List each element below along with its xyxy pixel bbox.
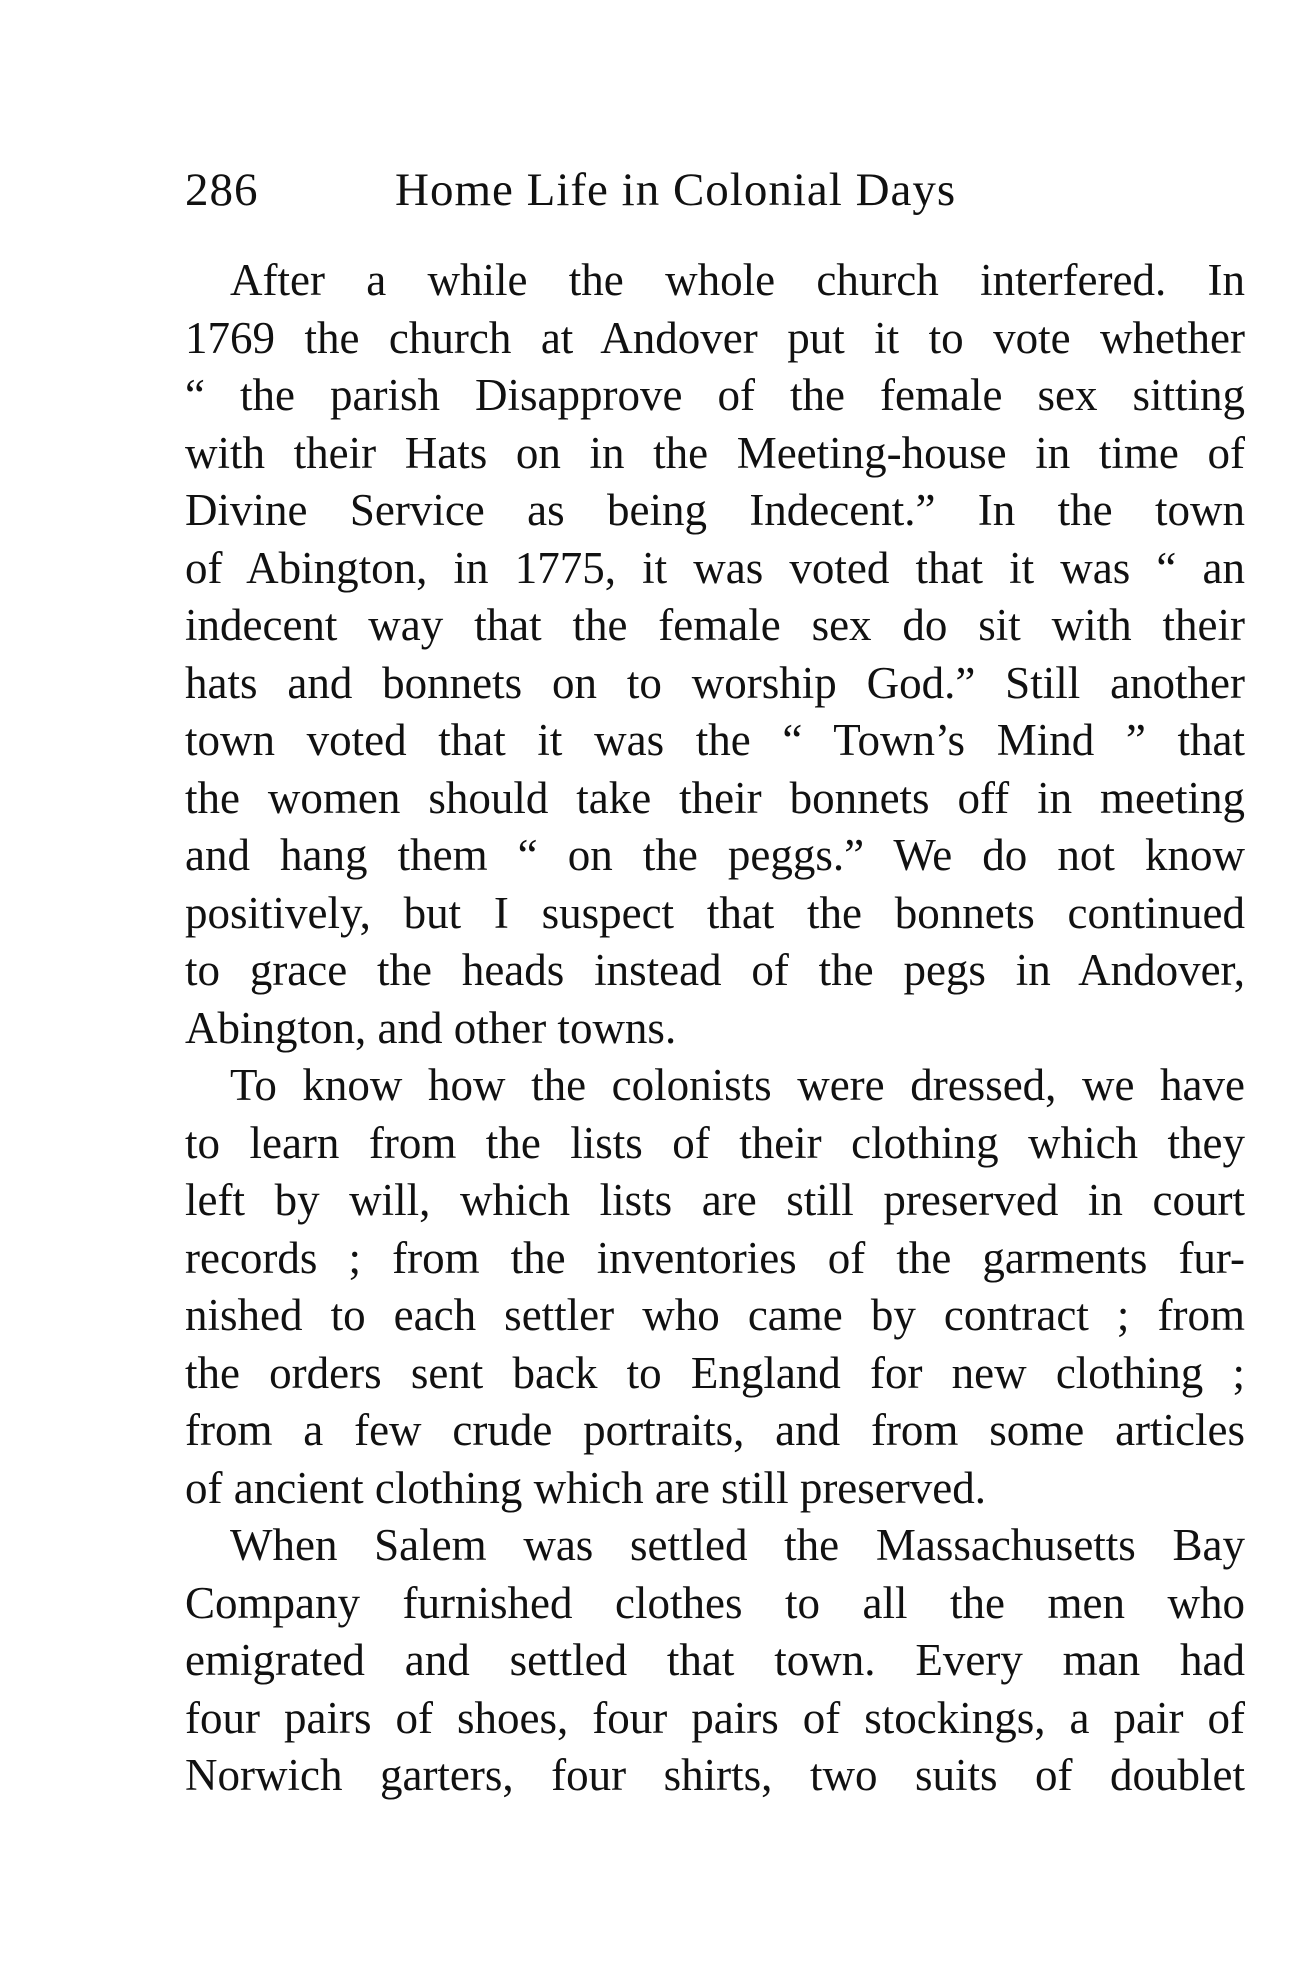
text-line: the orders sent back to England for new clothing ; [185, 1347, 1245, 1398]
text-line: “ the parish Disapprove of the female sex sitting [185, 370, 1245, 420]
text-line: four pairs of shoes, four pairs of stockings, a pair of [185, 1692, 1245, 1743]
text-line: to grace the heads instead of the pegs in Andover, [185, 945, 1245, 995]
text-line: to learn from the lists of their clothing which they [185, 1117, 1245, 1168]
text-line: from a few crude portraits, and from some articles [185, 1405, 1245, 1455]
text-line: Divine Service as being Indecent.” In the town [185, 485, 1245, 535]
text-line: nished to each settler who came by contract ; from [185, 1290, 1245, 1340]
text-line: emigrated and settled that town. Every man had [185, 1635, 1245, 1685]
text-line: with their Hats on in the Meeting-house in time of [185, 427, 1245, 478]
body-text [185, 252, 1245, 1805]
running-title: Home Life in Colonial Days [395, 164, 957, 216]
text-line: of ancient clothing which are still preserved. [185, 1462, 986, 1513]
text-line: Norwich garters, four shirts, two suits of doublet [185, 1750, 1245, 1800]
text-line: left by will, which lists are still preserved in court [185, 1175, 1245, 1225]
text-line: 1769 the church at Andover put it to vote whether [185, 312, 1245, 363]
text-line: town voted that it was the “ Town’s Mind ” that [185, 715, 1245, 765]
paragraph-2 [185, 1057, 1245, 1517]
text-line: To know how the colonists were dressed, we have [230, 1060, 1245, 1110]
text-line: Abington, and other towns. [185, 1002, 677, 1053]
text-line: indecent way that the female sex do sit with their [185, 600, 1245, 650]
text-line: Company furnished clothes to all the men who [185, 1577, 1245, 1628]
paragraph-1 [185, 252, 1245, 1057]
page-number: 286 [185, 164, 259, 216]
text-line: the women should take their bonnets off in meeting [185, 772, 1245, 823]
paragraph-3 [185, 1517, 1245, 1805]
text-line: hats and bonnets on to worship God.” Still another [185, 657, 1245, 708]
text-line: When Salem was settled the Massachusetts Bay [230, 1520, 1245, 1570]
running-header [185, 160, 1245, 220]
text-line: of Abington, in 1775, it was voted that it was “ an [185, 542, 1245, 593]
text-line: records ; from the inventories of the garments fur- [185, 1232, 1245, 1283]
text-line: and hang them “ on the peggs.” We do not know [185, 830, 1245, 880]
text-line: positively, but I suspect that the bonnets continued [185, 887, 1245, 938]
text-line: After a while the whole church interfered. In [230, 255, 1245, 305]
